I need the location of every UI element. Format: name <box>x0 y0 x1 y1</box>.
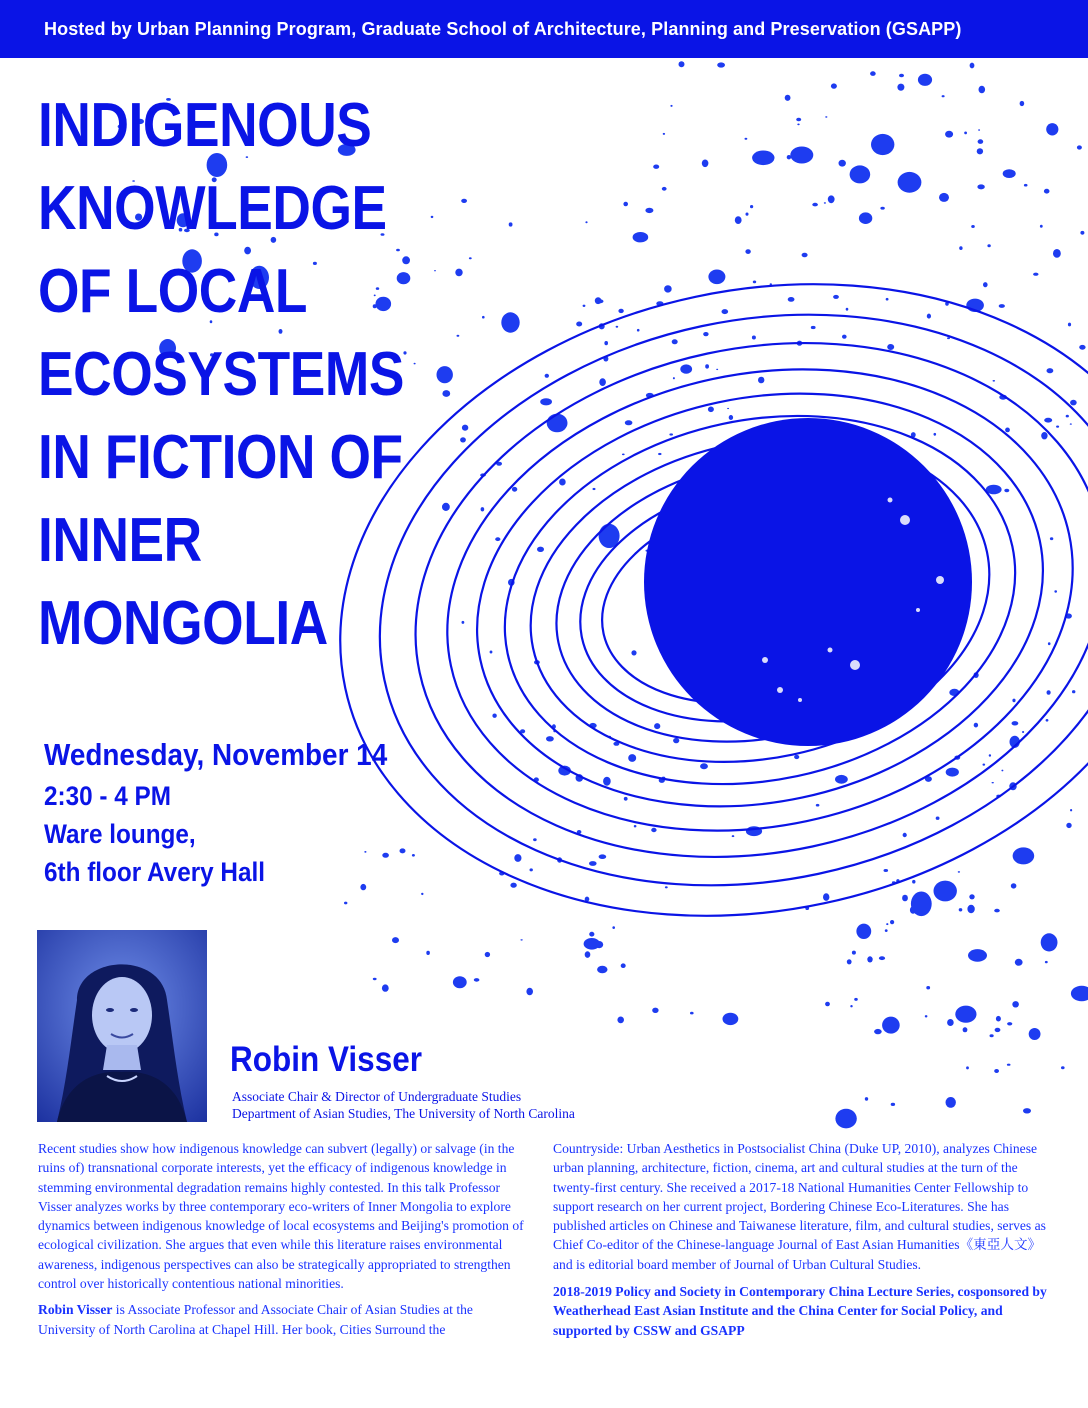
event-venue-line2: 6th floor Avery Hall <box>44 857 266 887</box>
ink-drop <box>1070 400 1077 406</box>
ink-drop <box>603 777 611 786</box>
ink-drop <box>1011 883 1017 888</box>
ink-drop <box>708 407 714 413</box>
ink-drop <box>344 902 347 905</box>
ink-drop <box>955 1006 976 1023</box>
ink-drop <box>664 285 672 292</box>
ink-drop <box>964 132 967 135</box>
ink-drop <box>918 74 932 86</box>
ink-drop <box>752 336 756 340</box>
ink-drop <box>958 871 960 873</box>
ink-drop <box>978 129 980 131</box>
ink-drop <box>926 986 930 989</box>
ink-drop <box>1045 961 1048 963</box>
ink-drop <box>662 187 667 191</box>
speaker-photo <box>37 930 207 1122</box>
ink-drop <box>899 74 904 78</box>
ink-drop <box>732 835 735 837</box>
ink-drop <box>545 374 549 378</box>
ink-drop <box>628 754 636 762</box>
ink-drop <box>1070 423 1072 424</box>
ink-drop <box>825 116 827 117</box>
ink-drop <box>850 1005 852 1007</box>
ink-drop <box>634 825 637 827</box>
ink-drop <box>978 139 984 144</box>
ink-drop <box>509 222 513 226</box>
lecture-series-credit: 2018-2019 Policy and Society in Contemporary China Lecture Series, cosponsored by Weatherhead East Asian Institute and the China Center for Social Policy, and supported by CSSW and GSAPP <box>553 1284 1047 1338</box>
ink-drop <box>979 86 986 93</box>
ink-drop <box>939 193 949 202</box>
ink-drop <box>886 923 888 925</box>
title-line: INDIGENOUS <box>38 91 372 160</box>
ink-drop <box>886 298 889 301</box>
ink-drop <box>884 869 889 872</box>
ink-drop <box>842 335 847 339</box>
ink-drop <box>885 929 888 932</box>
event-title <box>38 84 485 665</box>
ink-drop <box>680 364 692 373</box>
ink-drop <box>856 924 871 939</box>
ink-drop <box>1043 943 1046 947</box>
event-date: Wednesday, November 14 <box>44 737 388 772</box>
ink-drop <box>623 202 628 207</box>
ink-drop <box>717 62 725 67</box>
ink-drop <box>903 833 907 837</box>
ink-drop <box>891 1103 895 1106</box>
ink-drop <box>1007 1022 1012 1025</box>
ink-drop <box>1068 323 1071 327</box>
host-banner <box>0 0 1088 58</box>
speaker-bio-part2: Countryside: Urban Aesthetics in Postsocialist China (Duke UP, 2010), analyzes Chinese urban planning, architecture, fiction, cinema, art and cultural studies at the turn of the twenty-first century. She received a 2017-18 National Humanities Center Fellowship to support research on her current project, Bordering Chinese Eco-Literatures. She has published articles on Chinese and Taiwanese literature, film, and cultural studies, serves as Chief Co-editor of the Chinese-language Journal of East Asian Humanities《東亞人文》and is editorial board member of Journal of Urban Cultural Studies. <box>553 1141 1046 1272</box>
right-text-column <box>553 1139 1053 1347</box>
ink-drop <box>598 299 604 303</box>
bio-text: is Associate Professor and Associate Chair of Asian Studies at the University of North Carolina at Chapel Hill. Her book, Cities Surround the <box>38 1302 473 1337</box>
ink-drop <box>670 105 672 107</box>
ink-drop <box>1066 823 1071 828</box>
ink-drop <box>512 487 517 492</box>
title-line: IN FICTION OF <box>38 423 403 492</box>
ink-drop <box>729 415 733 420</box>
ink-drop <box>828 195 835 203</box>
ink-drop <box>492 714 496 718</box>
ink-drop <box>1072 690 1075 693</box>
ink-drop <box>665 886 668 888</box>
ink-drop <box>811 326 816 329</box>
ink-drop <box>490 651 493 654</box>
ink-drop <box>942 95 945 97</box>
ink-drop <box>1066 415 1069 418</box>
ink-drop <box>824 202 826 203</box>
ink-drop <box>645 208 653 213</box>
ink-drop <box>547 414 568 433</box>
ink-drop <box>983 764 986 766</box>
ink-drop <box>637 329 640 332</box>
ink-drop <box>880 207 884 210</box>
speaker-bio-part1 <box>38 1300 528 1339</box>
ink-drop <box>1079 345 1085 350</box>
ink-drop <box>663 133 665 135</box>
ink-drop <box>597 966 607 974</box>
ink-drop <box>1024 184 1028 187</box>
ink-drop <box>812 203 818 207</box>
bio-name: Robin Visser <box>38 1302 113 1318</box>
ink-drop <box>589 861 597 866</box>
ink-drop <box>1033 273 1038 276</box>
ink-drop <box>946 768 959 777</box>
ink-drop <box>874 1029 882 1034</box>
ink-drop <box>1012 699 1015 703</box>
ink-drop <box>727 408 729 409</box>
ink-drop <box>971 225 975 228</box>
ink-drop <box>945 131 953 138</box>
event-time: 2:30 - 4 PM <box>44 781 171 811</box>
ink-drop <box>970 63 975 69</box>
ink-drop <box>993 380 996 382</box>
ink-drop <box>501 312 519 332</box>
ink-drop <box>673 738 679 743</box>
ink-drop <box>1080 231 1084 235</box>
ink-drop <box>382 984 389 991</box>
ink-drop <box>585 951 591 958</box>
ink-drop <box>852 951 856 955</box>
ink-drop <box>633 232 649 242</box>
ink-drop <box>589 932 594 937</box>
ink-drop <box>658 453 661 455</box>
ink-drop <box>373 978 377 980</box>
ink-drop <box>576 322 582 327</box>
ink-drop <box>790 147 813 164</box>
ink-drop <box>927 314 931 319</box>
ink-drop <box>1001 770 1003 772</box>
ink-drop <box>526 988 533 995</box>
ink-drop <box>1053 249 1061 258</box>
ink-drop <box>785 95 791 101</box>
ink-drop <box>708 270 725 285</box>
ink-drop <box>1003 169 1016 178</box>
ink-drop <box>750 205 753 208</box>
ink-drop <box>1054 590 1057 592</box>
ink-drop <box>612 926 615 929</box>
title-line: INNER <box>38 506 202 575</box>
ink-drop <box>616 326 619 328</box>
ink-drop <box>421 893 423 895</box>
ink-drop <box>959 246 962 250</box>
ink-drop <box>514 854 521 862</box>
ink-drop <box>705 364 709 368</box>
ink-drop <box>745 249 750 254</box>
ink-drop <box>974 723 978 728</box>
title-line: KNOWLEDGE <box>38 174 387 243</box>
ink-drop <box>947 337 950 339</box>
ink-drop <box>546 736 554 741</box>
ink-drop <box>583 305 586 307</box>
speaker-name: Robin Visser <box>230 1040 422 1079</box>
ink-drop <box>652 1008 658 1013</box>
ink-drop <box>890 920 894 924</box>
ink-drop <box>1048 642 1051 645</box>
ink-drop <box>1012 721 1019 725</box>
ink-drop <box>865 1097 868 1101</box>
ink-drop <box>882 1017 900 1034</box>
ink-drop <box>968 949 987 962</box>
ink-drop <box>911 892 932 917</box>
ink-drop <box>599 378 606 386</box>
ink-drop <box>990 1034 994 1037</box>
ink-drop <box>1012 1001 1019 1007</box>
ink-drop <box>947 1019 954 1026</box>
ink-drop <box>1044 189 1050 194</box>
ink-drop <box>831 83 837 88</box>
ink-drop <box>1046 123 1058 135</box>
ink-drop <box>679 61 685 67</box>
portrait-image <box>37 930 207 1122</box>
ink-drop <box>966 1066 969 1069</box>
ink-drop <box>1056 426 1059 428</box>
ink-drop <box>967 905 974 913</box>
ink-drop <box>995 1028 1001 1032</box>
ink-drop <box>1047 368 1054 373</box>
ink-drop <box>996 1016 1001 1022</box>
ink-drop <box>617 1017 624 1024</box>
ink-drop <box>1061 1066 1065 1069</box>
ink-drop <box>859 212 872 224</box>
ink-drop <box>925 1015 928 1017</box>
ink-drop <box>850 165 871 183</box>
ink-drop <box>654 723 660 729</box>
ink-drop <box>599 854 607 859</box>
ink-drop <box>392 937 399 943</box>
ink-drop <box>453 976 467 988</box>
ink-drop <box>934 881 957 902</box>
ink-drop <box>745 138 748 140</box>
ink-drop <box>1044 418 1052 423</box>
ink-drop <box>746 213 749 216</box>
speaker-role-line2: Department of Asian Studies, The University of North Carolina <box>232 1106 575 1121</box>
ink-drop <box>669 433 673 435</box>
ink-drop <box>902 895 908 902</box>
ink-drop <box>1041 933 1058 951</box>
ink-drop <box>618 309 623 313</box>
ink-drop <box>788 297 795 302</box>
ink-drop <box>722 309 729 314</box>
speaker-affiliation <box>232 1088 575 1122</box>
ink-drop <box>690 1012 694 1015</box>
ink-drop <box>833 295 839 299</box>
ink-drop <box>994 1069 999 1073</box>
ink-drop <box>796 118 801 122</box>
ink-drop <box>520 939 522 940</box>
ink-drop <box>1047 690 1051 695</box>
ink-drop <box>1013 847 1035 864</box>
ink-drop <box>816 804 820 807</box>
ink-drop <box>1007 1064 1011 1066</box>
ink-drop <box>584 938 600 950</box>
ink-drop <box>992 782 994 783</box>
title-line: MONGOLIA <box>38 589 328 658</box>
ink-drop <box>912 880 915 884</box>
ink-drop <box>867 956 872 962</box>
ink-drop <box>533 838 537 841</box>
ink-drop <box>651 828 656 832</box>
ink-drop <box>854 998 858 1001</box>
ink-drop <box>946 1097 956 1108</box>
ink-drop <box>1004 489 1009 492</box>
ink-drop <box>1046 719 1049 722</box>
speaker-role-line1: Associate Chair & Director of Undergraduate Studies <box>232 1089 522 1104</box>
ink-drop <box>797 124 799 126</box>
ink-drop <box>485 952 490 957</box>
ink-drop <box>1071 986 1088 1001</box>
ink-drop <box>1023 1108 1031 1113</box>
ink-drop <box>537 547 544 552</box>
ink-drop <box>887 344 894 350</box>
ink-drop <box>1070 809 1072 811</box>
ink-drop <box>593 488 596 490</box>
event-venue-line1: Ware lounge, <box>44 819 196 849</box>
ink-drop <box>989 754 991 756</box>
ink-drop <box>787 155 791 159</box>
ink-drop <box>983 282 988 287</box>
event-details <box>44 733 476 891</box>
ink-drop <box>653 165 659 169</box>
ink-drop <box>495 537 500 541</box>
ink-drop <box>994 909 1000 913</box>
ink-drop <box>510 883 516 888</box>
ink-drop <box>977 184 984 189</box>
ink-drop <box>735 216 742 224</box>
ink-drop <box>621 963 626 968</box>
ink-drop <box>835 775 848 784</box>
ink-drop <box>758 377 764 384</box>
ink-drop <box>969 894 974 899</box>
ink-drop <box>1005 428 1010 433</box>
ink-drop <box>585 221 587 223</box>
ink-drop <box>987 244 990 247</box>
planet-disc <box>644 418 972 746</box>
ink-drop <box>1022 731 1024 733</box>
ink-drop <box>474 978 480 982</box>
ink-drop <box>672 339 678 344</box>
ink-drop <box>835 1109 856 1129</box>
ink-drop <box>879 956 885 960</box>
title-line: OF LOCAL <box>38 257 308 326</box>
ink-drop <box>604 341 608 345</box>
ink-drop <box>752 151 774 166</box>
ink-drop <box>959 908 963 911</box>
host-line: Hosted by Urban Planning Program, Graduate School of Architecture, Planning and Preservation (GSAPP) <box>44 19 962 39</box>
ink-drop <box>631 650 636 655</box>
ink-drop <box>1077 145 1082 149</box>
ink-drop <box>622 454 625 456</box>
ink-drop <box>794 755 799 759</box>
ink-drop <box>624 797 628 801</box>
ink-drop <box>1020 101 1025 106</box>
ink-drop <box>716 369 718 370</box>
ink-drop <box>625 420 633 425</box>
ink-drop <box>825 1002 830 1007</box>
left-text-column <box>38 1139 528 1346</box>
ink-drop <box>559 479 566 486</box>
ink-drop <box>702 160 709 168</box>
ink-drop <box>703 332 708 336</box>
talk-abstract: Recent studies show how indigenous knowledge can subvert (legally) or salvage (in the ruins of) transnational corporate interests, yet the efficacy of indigenous knowledge in stemming environmental degradation remains highly contested. In this talk Professor Visser analyzes works by three contemporary eco-writers of Inner Mongolia to explore dynamics between indigenous knowledge of local ecosystems and Beijing's promotion of ecological civilization. She argues that even while this literature raises environmental awareness, indigenous perspectives can also be strategically appropriated to strengthen control over historically contentious national minorities. <box>38 1141 524 1292</box>
ink-drop <box>999 304 1005 308</box>
ink-drop <box>934 433 937 436</box>
ink-drop <box>802 253 808 258</box>
ink-drop <box>700 763 708 769</box>
ink-drop <box>870 71 876 76</box>
ink-drop <box>898 172 922 193</box>
ink-drop <box>673 377 675 379</box>
ink-drop <box>540 398 552 405</box>
ink-drop <box>839 160 846 167</box>
ink-drop <box>1015 959 1023 966</box>
ink-drop <box>723 1013 739 1025</box>
ink-drop <box>426 951 430 955</box>
title-line: ECOSYSTEMS <box>38 340 405 409</box>
ink-drop <box>1018 858 1020 859</box>
ink-drop <box>897 84 904 91</box>
ink-drop <box>1041 432 1047 439</box>
ink-drop <box>753 281 756 284</box>
ink-drop <box>1029 1028 1041 1040</box>
ink-drop <box>871 134 894 155</box>
ink-drop <box>847 959 852 964</box>
ink-drop <box>823 893 829 901</box>
ink-drop <box>977 148 983 154</box>
ink-drop <box>1050 537 1053 540</box>
ink-drop <box>1040 225 1043 228</box>
ink-drop <box>936 817 940 820</box>
ink-drop <box>846 308 849 311</box>
ink-drop <box>963 1027 968 1032</box>
ink-drop <box>530 868 533 871</box>
